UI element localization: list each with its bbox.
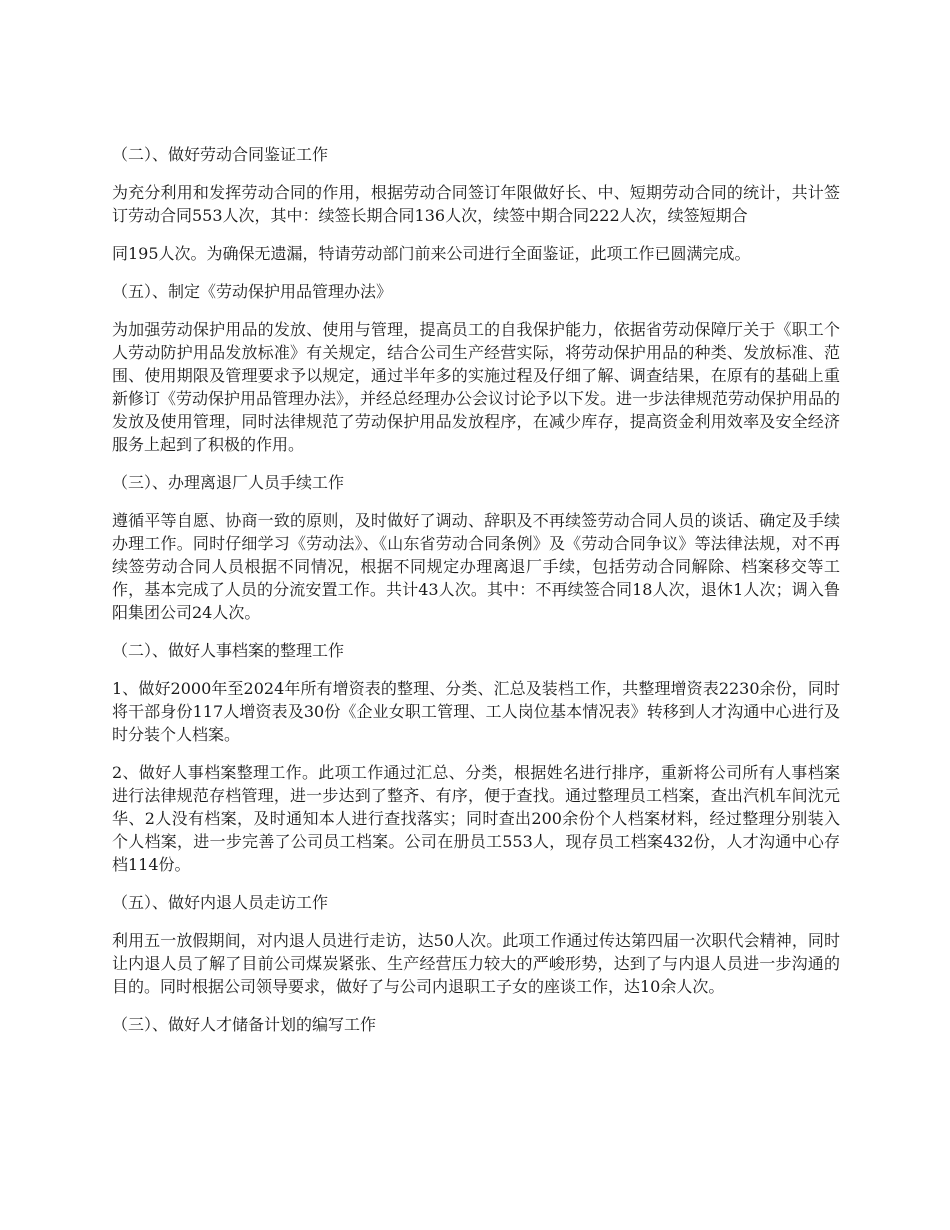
section-heading-personnel-files: （二）、做好人事档案的整理工作 bbox=[112, 641, 345, 660]
section-heading-labor-contract: （二）、做好劳动合同鉴证工作 bbox=[112, 145, 329, 164]
paragraph-retiree-visits: 利用五一放假期间，对内退人员进行走访，达50人次。此项工作通过传达第四届一次职代会精神，同时让内退人员了解了目前公司煤炭紧张、生产经营压力较大的严峻形势，达到了与内退人员进一步沟通的目的。同时根据公司领导要求，做好了与公司内退职工子女的座谈工作，达10余人次。 bbox=[112, 931, 840, 996]
section-heading-retirement: （三）、办理离退厂人员手续工作 bbox=[112, 473, 345, 492]
paragraph-salary-tables: 1、做好2000年至2024年所有增资表的整理、分类、汇总及装档工作，共整理增资表2230余份，同时将干部身份117人增资表及30份《企业女职工管理、工人岗位基本情况表》转移到人才沟通中心进行及时分装个人档案。 bbox=[112, 679, 840, 744]
section-heading-protection-rules: （五）、制定《劳动保护用品管理办法》 bbox=[112, 282, 393, 301]
paragraph-file-organization: 2、做好人事档案整理工作。此项工作通过汇总、分类，根据姓名进行排序，重新将公司所有人事档案进行法律规范存档管理，进一步达到了整齐、有序，便于查找。通过整理员工档案，查出汽机车间沈元华、2人没有档案，及时通知本人进行查找落实；同时查出200余份个人档案材料，经过整理分别装入个人档案，进一步完善了公司员工档案。公司在册员工553人，现存员工档案432份，人才沟通中心存档114份。 bbox=[112, 763, 840, 874]
paragraph-protection-rules: 为加强劳动保护用品的发放、使用与管理，提高员工的自我保护能力，依据省劳动保障厅关于《职工个人劳动防护用品发放标准》有关规定，结合公司生产经营实际，将劳动保护用品的种类、发放标准、范围、使用期限及管理要求予以规定，通过半年多的实施过程及仔细了解、调查结果，在原有的基础上重新修订《劳动保护用品管理办法》，并经总经理办公会议讨论予以下发。进一步法律规范劳动保护用品的发放及使用管理，同时法律规范了劳动保护用品发放程序，在减少库存，提高资金利用效率及安全经济服务上起到了积极的作用。 bbox=[112, 320, 841, 454]
paragraph-contract-verification: 同195人次。为确保无遗漏，特请劳动部门前来公司进行全面鉴证，此项工作已圆满完成。 bbox=[112, 244, 751, 263]
document-body bbox=[112, 143, 840, 1051]
paragraph-retirement: 遵循平等自愿、协商一致的原则，及时做好了调动、辞职及不再续签劳动合同人员的谈话、确定及手续办理工作。同时仔细学习《劳动法》、《山东省劳动合同条例》及《劳动合同争议》等法律法规，对不再续签劳动合同人员根据不同情况，根据不同规定办理离退厂手续，包括劳动合同解除、档案移交等工作，基本完成了人员的分流安置工作。共计43人次。其中：不再续签合同18人次，退休1人次；调入鲁阳集团公司24人次。 bbox=[112, 511, 840, 622]
section-heading-talent-reserve: （三）、做好人才储备计划的编写工作 bbox=[112, 1015, 377, 1034]
section-heading-retiree-visits: （五）、做好内退人员走访工作 bbox=[112, 893, 329, 912]
paragraph-contract-stats: 为充分利用和发挥劳动合同的作用，根据劳动合同签订年限做好长、中、短期劳动合同的统计，共计签订劳动合同553人次，其中：续签长期合同136人次，续签中期合同222人次，续签短期合 bbox=[112, 183, 840, 225]
